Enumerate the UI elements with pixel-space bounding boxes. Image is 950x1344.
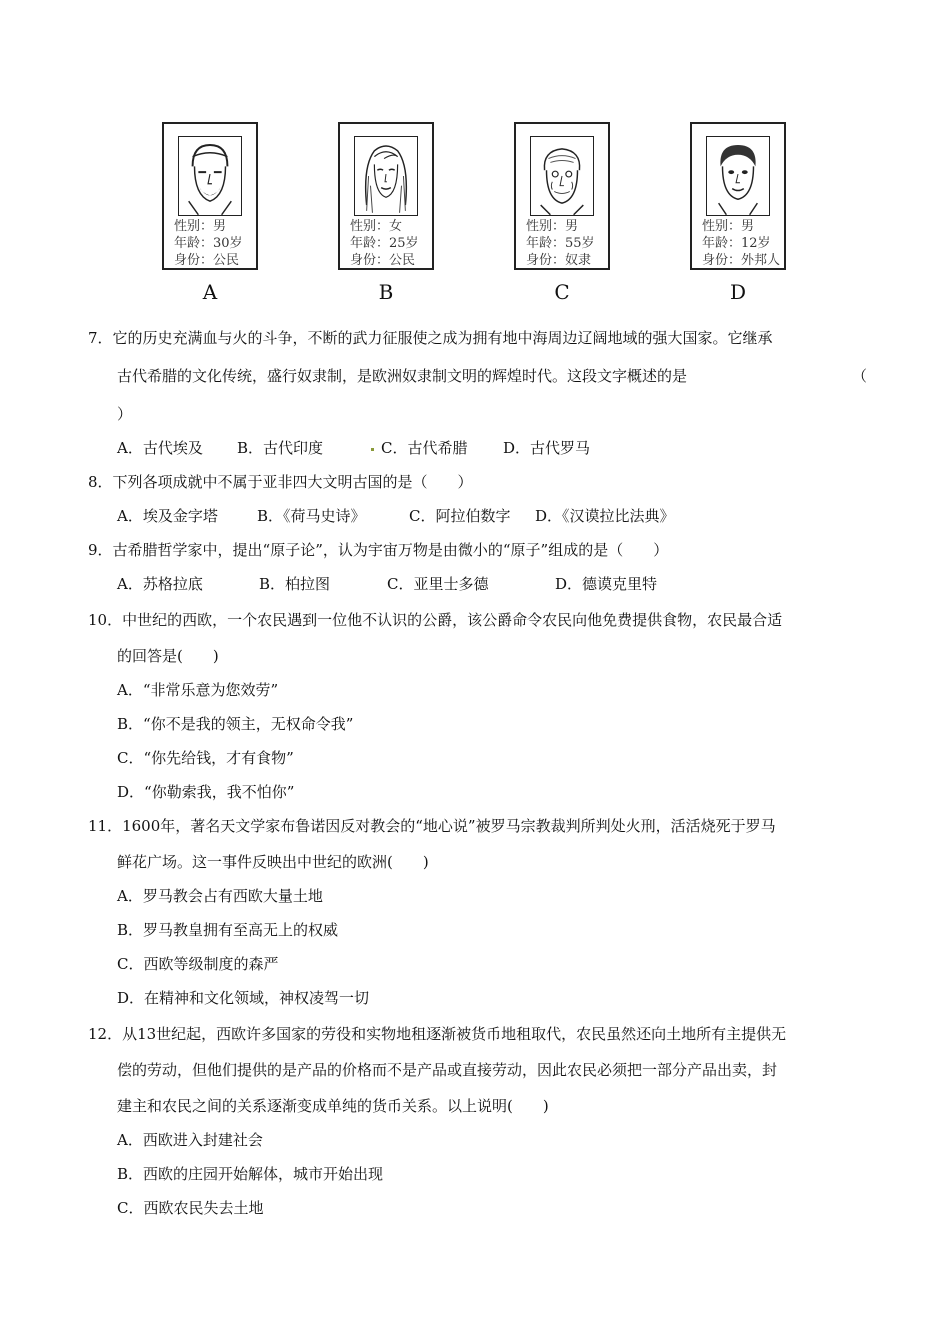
q9-option-b[interactable]: B．柏拉图 (259, 575, 331, 593)
card-b-letter: B (378, 280, 394, 304)
card-d-letter: D (729, 280, 747, 304)
identity-card-b (338, 122, 434, 270)
q10-option-a[interactable]: A．“非常乐意为您效劳” (117, 681, 279, 699)
identity-card-a (162, 122, 258, 270)
boy-portrait-icon (707, 137, 769, 215)
q10-stem-line2: 的回答是( ) (117, 647, 219, 665)
identity-cards-figure (0, 122, 950, 312)
bearded-man-portrait-icon (179, 137, 241, 215)
q7-options (117, 438, 717, 458)
q12-option-b[interactable]: B．西欧的庄园开始解体，城市开始出现 (117, 1165, 384, 1183)
q10-option-c[interactable]: C．“你先给钱，才有食物” (117, 749, 294, 767)
q11-option-b[interactable]: B．罗马教皇拥有至高无上的权威 (117, 921, 339, 939)
card-a-gender: 性别：男 (174, 219, 227, 234)
q9-option-a[interactable]: A．苏格拉底 (117, 575, 203, 593)
q7-option-a[interactable]: A．古代埃及 (117, 439, 203, 457)
q8-option-c[interactable]: C．阿拉伯数字 (409, 507, 511, 525)
card-b-identity: 身份：公民 (350, 253, 416, 268)
card-b-gender: 性别：女 (350, 219, 403, 234)
q7-option-c[interactable]: C．古代希腊 (381, 439, 468, 457)
card-a-letter: A (202, 280, 218, 304)
card-c-identity: 身份：奴隶 (526, 253, 592, 268)
card-a-identity: 身份：公民 (174, 253, 240, 268)
portrait-b (354, 136, 418, 216)
woman-portrait-icon (355, 137, 417, 215)
q8-option-b[interactable]: B．《荷马史诗》 (257, 507, 366, 525)
q8-options (117, 506, 817, 526)
portrait-a (178, 136, 242, 216)
q7-paren-close: ） (117, 405, 133, 423)
q9-option-c[interactable]: C．亚里士多德 (387, 575, 489, 593)
card-d-identity: 身份：外邦人 (702, 253, 781, 268)
q8-option-a[interactable]: A．埃及金字塔 (117, 507, 218, 525)
q12-stem-line3: 建主和农民之间的关系逐渐变成单纯的货币关系。以上说明( ) (117, 1097, 549, 1115)
q11-option-c[interactable]: C．西欧等级制度的森严 (117, 955, 279, 973)
q8-stem: 8．下列各项成就中不属于亚非四大文明古国的是（ ） (88, 473, 473, 491)
portrait-c (530, 136, 594, 216)
card-d-age: 年龄：12岁 (702, 236, 771, 251)
q11-stem-line1: 11．1600年，著名天文学家布鲁诺因反对教会的“地心说”被罗马宗教裁判所判处火刑，活活烧死于罗马 (88, 817, 776, 835)
q10-stem-line1: 10．中世纪的西欧，一个农民遇到一位他不认识的公爵，该公爵命令农民向他免费提供食物，农民最合适 (88, 611, 783, 629)
q12-option-a[interactable]: A．西欧进入封建社会 (117, 1131, 263, 1149)
portrait-d (706, 136, 770, 216)
q7-stem-line2: 古代希腊的文化传统，盛行奴隶制，是欧洲奴隶制文明的辉煌时代。这段文字概述的是 (117, 367, 688, 385)
q11-option-d[interactable]: D．在精神和文化领域，神权凌驾一切 (117, 989, 370, 1007)
q12-stem-line1: 12．从13世纪起，西欧许多国家的劳役和实物地租逐渐被货币地租取代，农民虽然还向土地所有主提供无 (88, 1025, 787, 1043)
q9-options (117, 574, 817, 594)
q10-option-b[interactable]: B．“你不是我的领主，无权命令我” (117, 715, 354, 733)
card-d-gender: 性别：男 (702, 219, 755, 234)
q12-stem-line2: 偿的劳动，但他们提供的是产品的价格而不是产品或直接劳动，因此农民必须把一部分产品出卖，封 (117, 1061, 778, 1079)
card-c-age: 年龄：55岁 (526, 236, 595, 251)
dot-mark-icon (365, 438, 377, 458)
q7-stem-line1: 7．它的历史充满血与火的斗争，不断的武力征服使之成为拥有地中海周边辽阔地域的强大国家。它继承 (88, 329, 773, 347)
q7-option-b[interactable]: B．古代印度 (237, 439, 324, 457)
q8-option-d[interactable]: D．《汉谟拉比法典》 (535, 507, 675, 525)
card-b-age: 年龄：25岁 (350, 236, 419, 251)
q7-paren-open: （ (852, 367, 868, 385)
q12-option-c[interactable]: C．西欧农民失去土地 (117, 1199, 264, 1217)
q9-stem: 9．古希腊哲学家中，提出“原子论”，认为宇宙万物是由微小的“原子”组成的是（ ） (88, 541, 669, 559)
card-c-letter: C (554, 280, 570, 304)
q9-option-d[interactable]: D．德谟克里特 (555, 575, 658, 593)
identity-card-c (514, 122, 610, 270)
q11-stem-line2: 鲜花广场。这一事件反映出中世纪的欧洲( ) (117, 853, 429, 871)
q10-option-d[interactable]: D．“你勒索我，我不怕你” (117, 783, 295, 801)
q11-option-a[interactable]: A．罗马教会占有西欧大量土地 (117, 887, 323, 905)
old-man-portrait-icon (531, 137, 593, 215)
card-a-age: 年龄：30岁 (174, 236, 243, 251)
identity-card-d (690, 122, 786, 270)
q7-option-d[interactable]: D．古代罗马 (503, 439, 591, 457)
card-c-gender: 性别：男 (526, 219, 579, 234)
